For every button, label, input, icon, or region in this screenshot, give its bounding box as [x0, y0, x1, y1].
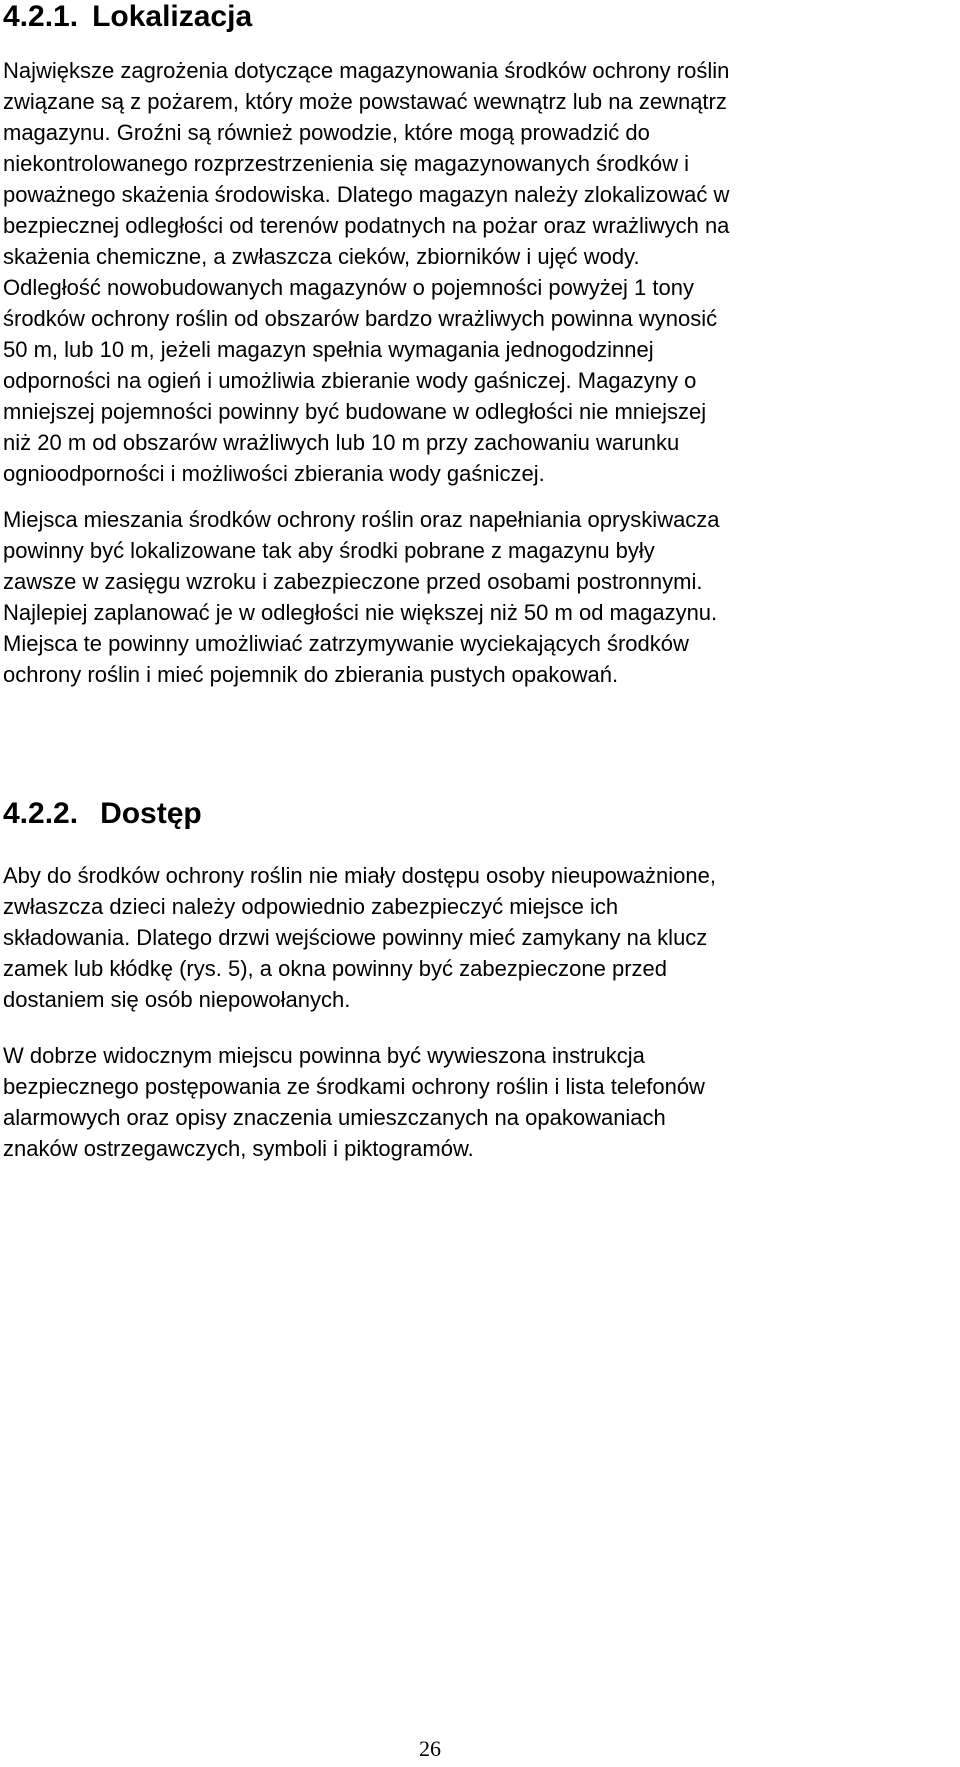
text-line: Aby do środków ochrony roślin nie miały dostępu osoby nieupoważnione, — [3, 863, 716, 888]
text-line: 50 m, lub 10 m, jeżeli magazyn spełnia wymagania jednogodzinnej — [3, 337, 654, 362]
text-line: bezpiecznej odległości od terenów podatnych na pożar oraz wrażliwych na — [3, 213, 730, 238]
paragraph — [3, 504, 953, 690]
text-line: składowania. Dlatego drzwi wejściowe powinny mieć zamykany na klucz — [3, 925, 708, 950]
paragraph — [3, 1040, 953, 1164]
text-line: poważnego skażenia środowiska. Dlatego magazyn należy zlokalizować w — [3, 182, 730, 207]
text-line: niż 20 m od obszarów wrażliwych lub 10 m przy zachowaniu warunku — [3, 430, 680, 455]
text-line: ognioodporności i możliwości zbierania wody gaśniczej. — [3, 461, 545, 486]
text-line: skażenia chemiczne, a zwłaszcza cieków, zbiorników i ujęć wody. — [3, 244, 640, 269]
text-line: ochrony roślin i mieć pojemnik do zbierania pustych opakowań. — [3, 662, 619, 687]
text-line: zamek lub kłódkę (rys. 5), a okna powinny być zabezpieczone przed — [3, 956, 668, 981]
text-line: powinny być lokalizowane tak aby środki pobrane z magazynu były — [3, 538, 655, 563]
text-line: znaków ostrzegawczych, symboli i piktogramów. — [3, 1136, 474, 1161]
text-line: dostaniem się osób niepowołanych. — [3, 987, 351, 1012]
text-line: Najlepiej zaplanować je w odległości nie większej niż 50 m od magazynu. — [3, 600, 718, 625]
text-line: zawsze w zasięgu wzroku i zabezpieczone przed osobami postronnymi. — [3, 569, 703, 594]
section-number: 4.2.2. — [3, 797, 79, 830]
text-line: Odległość nowobudowanych magazynów o pojemności powyżej 1 tony — [3, 275, 694, 300]
text-line: mniejszej pojemności powinny być budowane w odległości nie mniejszej — [3, 399, 707, 424]
text-line: Miejsca mieszania środków ochrony roślin oraz napełniania opryskiwacza — [3, 507, 720, 532]
section-heading-dostep — [3, 797, 202, 831]
section-title: Lokalizacja — [92, 0, 253, 33]
paragraph — [3, 860, 953, 1015]
text-line: niekontrolowanego rozprzestrzenienia się magazynowanych środków i — [3, 151, 690, 176]
paragraph — [3, 55, 953, 489]
text-line: W dobrze widocznym miejscu powinna być wywieszona instrukcja — [3, 1043, 645, 1068]
text-line: środków ochrony roślin od obszarów bardzo wrażliwych powinna wynosić — [3, 306, 718, 331]
text-line: alarmowych oraz opisy znaczenia umieszczanych na opakowaniach — [3, 1105, 666, 1130]
text-line: magazynu. Groźni są również powodzie, które mogą prowadzić do — [3, 120, 650, 145]
text-line: zwłaszcza dzieci należy odpowiednio zabezpieczyć miejsce ich — [3, 894, 619, 919]
section-heading-lokalizacja — [3, 0, 252, 34]
text-line: Miejsca te powinny umożliwiać zatrzymywanie wyciekających środków — [3, 631, 689, 656]
page-number: 26 — [419, 1736, 441, 1761]
text-line: związane są z pożarem, który może powstawać wewnątrz lub na zewnątrz — [3, 89, 727, 114]
text-line: bezpiecznego postępowania ze środkami ochrony roślin i lista telefonów — [3, 1074, 705, 1099]
section-number: 4.2.1. — [3, 0, 79, 33]
text-line: Największe zagrożenia dotyczące magazynowania środków ochrony roślin — [3, 58, 730, 83]
section-title: Dostęp — [100, 797, 202, 830]
text-line: odporności na ogień i umożliwia zbieranie wody gaśniczej. Magazyny o — [3, 368, 697, 393]
